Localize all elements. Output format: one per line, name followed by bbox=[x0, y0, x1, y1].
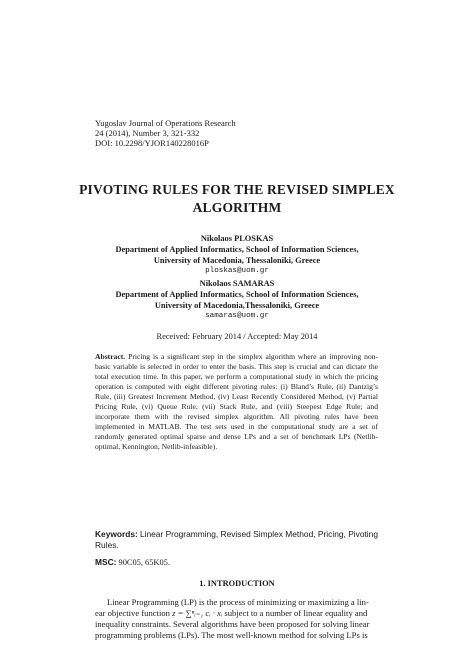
received-dates: Received: February 2014 / Accepted: May 2014 bbox=[156, 332, 318, 341]
author-email[interactable]: samaras@uom.gr bbox=[205, 312, 269, 320]
author-name: Nikolaos SAMARAS bbox=[199, 279, 275, 288]
journal-header bbox=[95, 118, 236, 148]
author-affiliation: University of Macedonia,Thessaloniki, Greece bbox=[154, 301, 320, 310]
objective-formula: z = ∑ⁿᵢ₌₁ cᵢ · xᵢ bbox=[172, 608, 223, 618]
msc-label: MSC: bbox=[95, 557, 117, 567]
author-affiliation: Department of Applied Informatics, School of Information Sciences, bbox=[115, 290, 359, 299]
author-name: Nikolaos PLOSKAS bbox=[200, 234, 274, 243]
intro-line: Linear Programming (LP) is the process of minimizing or maximizing a lin- bbox=[107, 597, 369, 607]
section-heading: 1. INTRODUCTION bbox=[199, 579, 275, 588]
author-block-1 bbox=[40, 233, 434, 277]
intro-text: ear objective function bbox=[95, 608, 170, 618]
abstract bbox=[95, 352, 378, 452]
keywords-label: Keywords: bbox=[95, 529, 138, 539]
paper-title bbox=[60, 181, 414, 217]
author-email[interactable]: ploskas@uom.gr bbox=[205, 267, 269, 275]
intro-line: programming problems (LPs). The most well-known method for solving LPs is bbox=[95, 630, 368, 640]
intro-line bbox=[95, 608, 378, 619]
intro-paragraph bbox=[95, 597, 378, 641]
journal-name: Yugoslav Journal of Operations Research bbox=[95, 118, 236, 128]
journal-volume: 24 (2014), Number 3, 321-332 bbox=[95, 128, 200, 138]
journal-doi: DOI: 10.2298/YJOR140228016P bbox=[95, 138, 209, 148]
msc-codes bbox=[95, 557, 170, 567]
keywords-text: Linear Programming, Revised Simplex Method, Pricing, Pivoting Rules. bbox=[95, 529, 378, 550]
author-affiliation: University of Macedonia, Thessaloniki, Greece bbox=[153, 256, 321, 265]
intro-text: subject to a number of linear equality and bbox=[224, 608, 368, 618]
author-block-2 bbox=[40, 278, 434, 322]
keywords bbox=[95, 529, 378, 551]
abstract-label: Abstract. bbox=[95, 352, 126, 361]
msc-text: 90C05, 65K05. bbox=[118, 558, 170, 567]
title-line-1: PIVOTING RULES FOR THE REVISED SIMPLEX bbox=[79, 182, 395, 197]
abstract-text: Pricing is a significant step in the simplex algorithm where an improving non-basic variable is selected in order to enter the basis. This step is crucial and can dictate the total execution time. In this paper, we perform a computational study in which the pricing operation is computed with eight different pivoting rules: (i) Bland’s Rule, (ii) Dantzig’s Rule, (iii) Greatest Increment Method, (iv) Least Recently Considered Method, (v) Partial Pricing Rule, (vi) Queue Rule, (vii) Stack Rule, and (viii) Steepest Edge Rule; and incorporate them with the revised simplex algorithm. All pivoting rules have been implemented in MATLAB. The test sets used in the computational study are a set of randomly generated optimal sparse and dense LPs and a set of benchmark LPs (Netlib-optimal, Kennington, Netlib-infeasible). bbox=[95, 352, 378, 452]
author-affiliation: Department of Applied Informatics, School of Information Sciences, bbox=[115, 245, 359, 254]
intro-line: inequality constraints. Several algorithms have been proposed for solving linear bbox=[95, 619, 370, 629]
title-line-2: ALGORITHM bbox=[192, 200, 282, 215]
